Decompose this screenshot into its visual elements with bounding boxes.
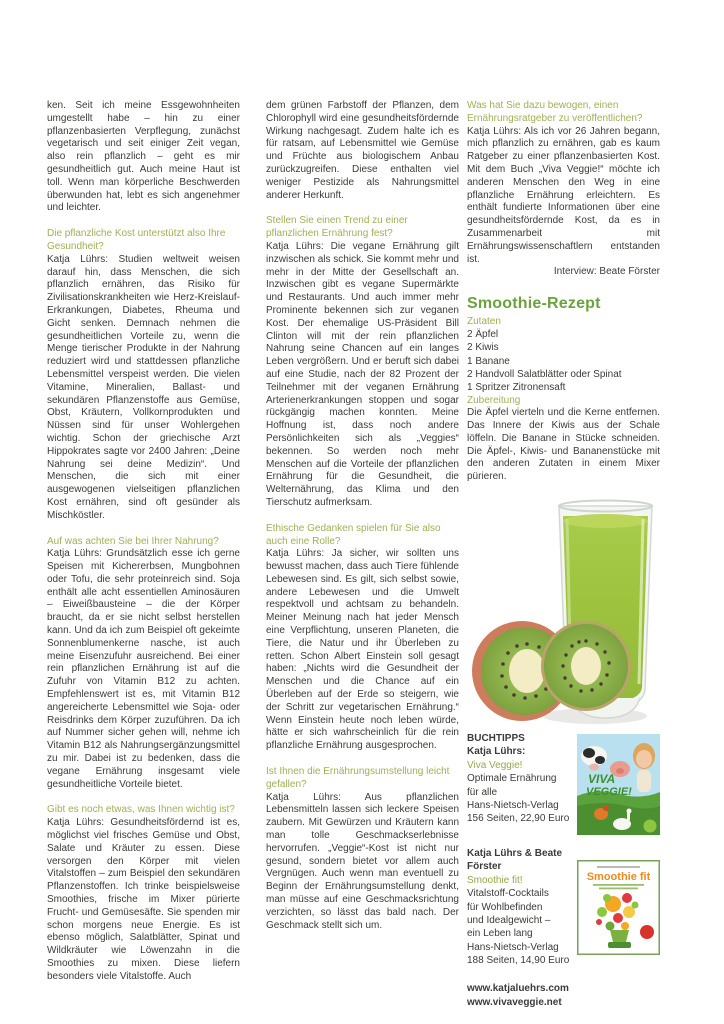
article-column-3 [467, 100, 660, 1010]
interview-question: Auf was achten Sie bei Ihrer Nahrung? [47, 535, 219, 547]
article-column-2 [266, 100, 459, 932]
book-publisher: Hans-Nietsch-Verlag [467, 799, 559, 811]
book-2-info [467, 847, 573, 968]
cover-title-line1: VIVA [588, 771, 616, 786]
smoothie-kiwi-photo [467, 494, 660, 730]
ingredients-label: Zutaten [467, 316, 501, 328]
ingredient-item: 2 Äpfel [467, 329, 499, 341]
lead-paragraph: ken. Seit ich meine Essgewohnheiten umgestellt habe – hin zu einer pflanzenbasierten Verpflegung, zunächst vegetarisch und seit einiger Zeit vegan, also rein pflanzlich – geht es mir gesundheitlich gut. Auch meine Haut ist toll. Wenn man körperliche Beschwerden überwunden hat, lebt es sich angenehmer und leichter. [47, 100, 240, 214]
book-subtitle: ein Leben lang [467, 928, 533, 940]
book-subtitle: und Idealgewicht – [467, 914, 551, 926]
book-details: 156 Seiten, 22,90 Euro [467, 813, 570, 825]
interview-answer: Katja Lührs: Die vegane Ernährung gilt inzwischen als schick. Sie kommt mehr und mehr in der Mitte der Gesellschaft an. Inzwischen gibt es vegane Supermärkte und Restaurants. Und auch immer mehr Prominente bekennen sich zur veganen Kost. Der ehemalige US-Präsident Bill Clinton will mit der rein pflanzlichen Nahrung seine Chancen auf ein langes Leben vergrößern. Und er beruft sich dabei auf eine Studie, nach der 82 Prozent der Teilnehmer mit der veganen Ernährung Arterienerkrankungen stoppen und sogar rückgängig machen konnten. Meine Hoffnung ist, dass noch andere Persönlichkeiten sich als „Veggies“ bekennen. So werden noch mehr Menschen auf die Vorteile der pflanzlichen Ernährung für die Gesundheit, die Welternährung, das Klima und den Tierschutz aufmerksam. [266, 240, 459, 508]
interview-question: Ethische Gedanken spielen für Sie also auch eine Rolle? [266, 522, 441, 547]
interview-question: Gibt es noch etwas, was Ihnen wichtig ist? [47, 804, 235, 816]
ingredient-item: 1 Spritzer Zitronensaft [467, 381, 566, 393]
book-title: Smoothie fit! [467, 874, 523, 886]
book-author: Katja Lührs & Beate Förster [467, 847, 563, 873]
interview-credit: Interview: Beate Förster [553, 266, 660, 278]
interview-question: Die pflanzliche Kost unterstützt also Ihre Gesundheit? [47, 228, 226, 252]
book-title: Viva Veggie! [467, 759, 523, 771]
book-1-row [467, 732, 660, 835]
book-subtitle: für alle [467, 786, 498, 798]
article-column-1 [47, 100, 240, 984]
cover-title: Smoothie fit [586, 870, 651, 883]
interview-answer: Katja Lührs: Ja sicher, wir sollten uns bewusst machen, dass auch Tiere fühlende Lebewesen sind. Es gilt, sich selbst sowie, andere Lebewesen und die Umwelt respektvoll und achtsam zu behandeln. Meiner Meinung nach hat jeder Mensch eine Verpflichtung, unseren Planeten, die Tiere, die Natur und ihr Überleben zu retten. Schon Albert Einstein soll gesagt haben: „Nichts wird die Gesundheit der Menschen und die Chance auf ein Überleben auf der Erde so steigern, wie der Schritt zur vegetarischen Ernährung.“ Wenn Einstein heute noch leben würde, hätte er sich wahrscheinlich für die rein pflanzliche Ernährung ausgesprochen. [266, 548, 459, 752]
lead-paragraph: dem grünen Farbstoff der Pflanzen, dem Chlorophyll wird eine gesundheitsfördernde Wirkung nachgesagt. Zudem halte ich es für ratsam, auf Lebensmittel wie Gemüse und Früchte aus biologischem Anbau zurückzugreifen. Diese enthalten viel weniger Pestizide als Nahrungsmittel anderer Herkunft. [266, 100, 459, 201]
ingredient-item: 2 Handvoll Salatblätter oder Spinat [467, 368, 622, 380]
buchtipps-section [467, 732, 660, 1010]
kiwi-half-small [541, 621, 631, 711]
websites-block [467, 982, 660, 1010]
interview-answer: Katja Lührs: Gesundheitsfördernd ist es, möglichst viel frisches Gemüse und Obst, Salate und Kräuter zu essen. Diese versorgen den Körper mit vielen Vitalstoffen – zum Beispiel den sekundären Pflanzenstoffen. Ich trinke beispielsweise Smoothies, frische im Mixer pürierte Frucht- und Gemüsesäfte. Sie spenden mir schon morgens neue Energie. Es ist ebenso möglich, Salatblätter, Spinat und Wildkräuter wie Löwenzahn in die Smoothies zu mixen. Diese liefern besonders viele Vitalstoffe. Auch [47, 817, 240, 982]
ingredient-item: 2 Kiwis [467, 342, 499, 354]
recipe-title: Smoothie-Rezept [467, 295, 601, 313]
book-1-info [467, 732, 573, 826]
publisher-badge [644, 819, 657, 832]
website-link[interactable]: www.katjaluehrs.com [467, 982, 569, 994]
book-publisher: Hans-Nietsch-Verlag [467, 941, 559, 953]
price-badge [640, 925, 654, 939]
interview-answer: Katja Lührs: Als ich vor 26 Jahren begann, mich pflanzlich zu ernähren, gab es kaum Ratgeber zu einer pflanzenbasierten Kost. Mit dem Buch „Viva Veggie!“ möchte ich anderen Menschen den Weg in eine pflanzliche Ernährung erleichtern. Es enthält fundierte Informationen über eine gesundheitsfördernde Kost, da es in Zusammenarbeit mit Ernährungswissenschaftlern entstanden ist. [467, 125, 660, 265]
preparation-label: Zubereitung [467, 395, 521, 407]
smoothie-fit-book-cover [577, 860, 660, 955]
interview-answer: Katja Lührs: Grundsätzlich esse ich gerne Speisen mit Kichererbsen, Mungbohnen oder Tofu, die sehr proteinreich sind. Soja enthält alle acht essentiellen Aminosäuren – Eiweißbausteine – die der Körper braucht, da er sie nicht selbst herstellen kann. Und da ich zum Beispiel oft gekeimte Sonnenblumenkerne nasche, ist auch meine Eisenzufuhr ausreichend. Bei einer rein pflanzlichen Ernährung ist auf die Zufuhr von Vitamin B12 zu achten. Empfehlenswert ist es, mit Vitamin B12 angereicherte Lebensmittel wie Soja- oder Reisdrinks dem Körper zuzuführen. Da ich auf Nummer sicher gehen will, nehme ich Vitamin B12 als Nahrungsergänzungsmittel zu mir. Dabei ist zu bedenken, dass die vegane Ernährung insgesamt viele gesundheitliche Vorteile bietet. [47, 548, 240, 790]
book-subtitle: Optimale Ernährung [467, 773, 557, 785]
preparation-text: Die Äpfel vierteln und die Kerne entfernen. Das Innere der Kiwis aus der Schale löffeln. Die Banane in Stücke schneiden. Die Äpfel-, Kiwis- und Bananenstücke mit den anderen Zutaten in einem Mixer pürieren. [467, 407, 660, 483]
buchtipps-title: BUCHTIPPS [467, 732, 525, 744]
viva-veggie-book-cover [577, 734, 660, 835]
ingredient-item: 1 Banane [467, 355, 510, 367]
interview-question: Was hat Sie dazu bewogen, einen Ernährungsratgeber zu veröffentlichen? [467, 100, 643, 124]
book-subtitle: Vitalstoff-Cocktails [467, 888, 549, 900]
book-details: 188 Seiten, 14,90 Euro [467, 955, 570, 967]
interview-question: Ist Ihnen die Ernährungsumstellung leicht gefallen? [266, 766, 450, 790]
book-author: Katja Lührs: [467, 746, 526, 758]
cover-title-line2: VEGGIE! [586, 785, 632, 798]
interview-answer: Katja Lührs: Aus pflanzlichen Lebensmitteln lassen sich leckere Speisen zaubern. Mit Gewürzen und Kräutern kann man tolle Geschmackserlebnisse hervorrufen. „Veggie“-Kost ist nicht nur gesund, sondern bietet vor allem auch Vergnügen. Auch wenn man eventuell zu Beginn der Ernährungsumstellung denkt, man müsse auf eine Geschmacksrichtung verzichten, so lässt das bald nach. Der Geschmack stellt sich um. [266, 791, 459, 931]
website-link[interactable]: www.vivaveggie.net [467, 996, 562, 1008]
interview-answer: Katja Lührs: Studien weltweit weisen darauf hin, dass Menschen, die sich pflanzlich ernähren, das Risiko für Zivilisationskrankheiten wie Herz-Kreislauf-Erkrankungen, Diabetes, Rheuma und Gicht senken. Demnach nehmen die gesundheitlichen Vorteile zu, wenn die Menge tierischer Produkte in der Nahrung reduziert wird und stattdessen pflanzliche Lebensmittel verspeist werden. Die vielen Vitamine, Mineralien, Ballast- und sekundären Pflanzenstoffe aus Gemüse, Obst, Kräutern, Vollkornprodukten und Nüssen sind für unser Wohlergehen wichtig. Schon der griechische Arzt Hippokrates sagte vor 2400 Jahren: „Deine Nahrung sei deine Medizin“. Und Menschen, die sich mit einer ausgewogenen vielseitigen pflanzlichen Kost ernähren, sind oft gesünder als Mischköstler. [47, 253, 240, 521]
interview-question: Stellen Sie einen Trend zu einer pflanzlichen Ernährung fest? [266, 215, 408, 240]
book-subtitle: für Wohlbefinden [467, 901, 543, 913]
book-2-row [467, 847, 660, 968]
